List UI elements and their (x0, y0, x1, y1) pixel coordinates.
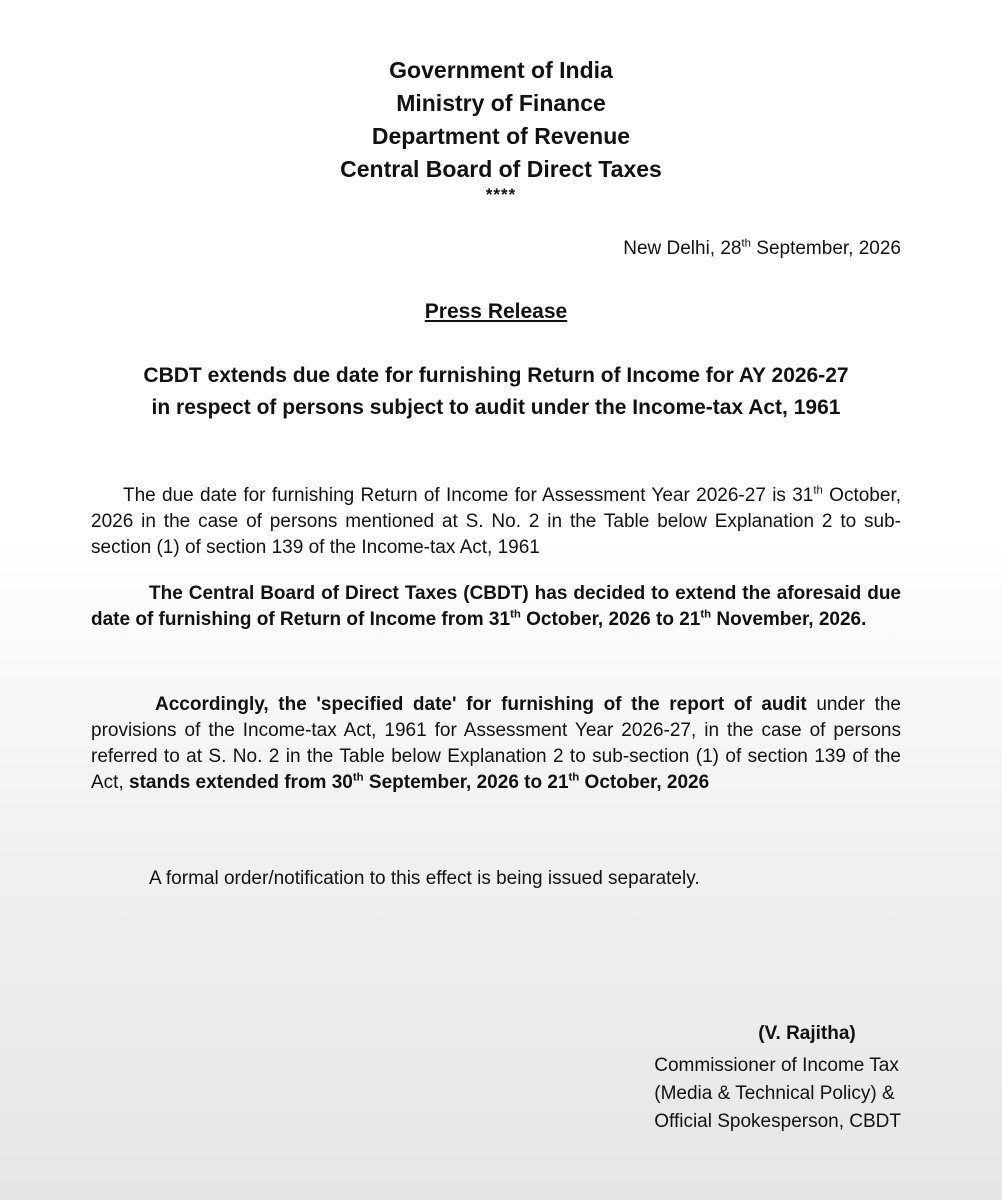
paragraph-2-text-b: October, 2026 to 21 (520, 609, 701, 630)
paragraph-1-text-b: October, 2026 in the case of persons mentioned at S. No. 2 in the Table below Explanation 2 to sub-section (1) of section 139 of the Income-tax Act, 1961 (91, 485, 901, 558)
press-release-title: Press Release (424, 300, 568, 323)
paragraph-3-bold-tail-b: September, 2026 to 21 (363, 772, 569, 793)
paragraph-3-text: under the provisions of the Income-tax Act, 1961 for Assessment Year 2026-27, in the case of persons referred to at S. No. 2 in the Table below Explanation 2 to sub-section (1) of section 139 of the Act, (91, 694, 901, 793)
signatory-designation: Commissioner of Income Tax (654, 1055, 899, 1076)
paragraph-3-bold-tail-c: October, 2026 (579, 772, 710, 793)
signatory-division: (Media & Technical Policy) & (654, 1083, 895, 1104)
paragraph-3-ordinal-1: th (352, 771, 364, 784)
paragraph-1-ordinal: th (813, 484, 823, 497)
document-header (0, 54, 1002, 204)
release-date-prefix: New Delhi, 28 (623, 238, 742, 259)
paragraph-3 (91, 692, 901, 796)
subject-line-2: in respect of persons subject to audit under the Income-tax Act, 1961 (151, 396, 841, 419)
header-government: Government of India (389, 57, 613, 83)
header-department: Department of Revenue (371, 123, 631, 149)
header-separator: **** (485, 185, 517, 204)
paragraph-3-ordinal-2: th (568, 771, 580, 784)
release-date (623, 236, 901, 262)
subject-heading (0, 360, 992, 424)
paragraph-1 (91, 483, 901, 561)
header-ministry: Ministry of Finance (396, 90, 606, 116)
paragraph-2-text-a: The Central Board of Direct Taxes (CBDT) has decided to extend the aforesaid due date of furnishing of Return of Income from 31 (91, 583, 901, 630)
paragraph-2 (91, 581, 901, 633)
paragraph-4: A formal order/notification to this effect is being issued separately. (149, 868, 700, 889)
subject-line-1: CBDT extends due date for furnishing Return of Income for AY 2026-27 (143, 364, 849, 387)
signatory-name: (V. Rajitha) (758, 1023, 856, 1044)
paragraph-3-bold-lead: Accordingly, the 'specified date' for furnishing of the report of audit (155, 694, 807, 715)
signature-block (654, 1020, 901, 1136)
release-date-suffix: September, 2026 (751, 238, 901, 259)
header-board: Central Board of Direct Taxes (340, 156, 662, 182)
paragraph-3-bold-tail-a: stands extended from 30 (129, 772, 353, 793)
paragraph-2-ordinal-2: th (700, 608, 712, 621)
release-date-ordinal: th (741, 237, 751, 250)
paragraph-1-text-a: The due date for furnishing Return of Income for Assessment Year 2026-27 is 31 (123, 485, 814, 506)
signatory-role: Official Spokesperson, CBDT (654, 1111, 901, 1132)
paragraph-2-text-c: November, 2026. (711, 609, 867, 630)
paragraph-2-ordinal-1: th (510, 608, 521, 621)
